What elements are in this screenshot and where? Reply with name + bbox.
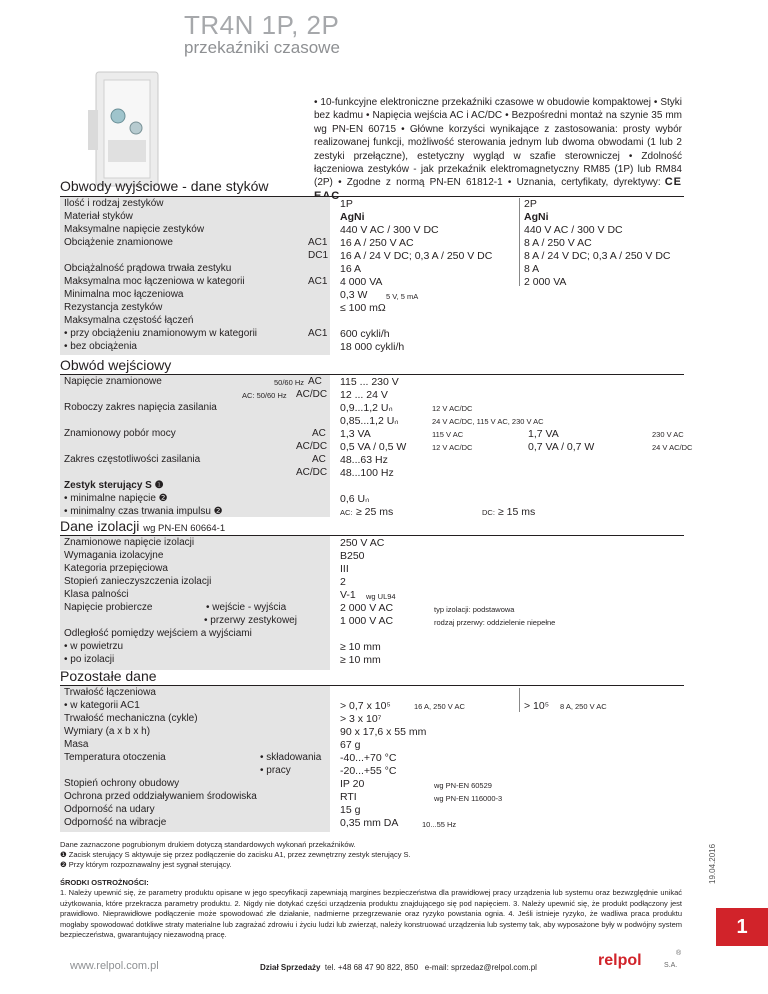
label: • przy obciążeniu znamionowym w kategorii (64, 328, 258, 339)
label: Materiał styków (64, 211, 133, 222)
label: Obciążalność prądowa trwała zestyku (64, 263, 232, 274)
value: 16 A / 24 V DC; 0,3 A / 250 V DC (340, 250, 493, 262)
value-note: 115 V AC (432, 430, 464, 439)
category: AC/DC (296, 441, 328, 452)
label: Temperatura otoczenia (64, 752, 166, 763)
label: Znamionowy pobór mocy (64, 428, 176, 439)
value: 15 g (340, 804, 361, 816)
value: 12 ... 24 V (340, 389, 388, 401)
value: 1 000 V AC (340, 615, 394, 627)
label: Masa (64, 739, 89, 750)
value: 250 V AC (340, 537, 385, 549)
value-note: 230 V AC (652, 430, 684, 439)
page-subtitle: przekaźniki czasowe (184, 38, 340, 57)
value: 90 x 17,6 x 55 mm (340, 726, 427, 738)
label: Napięcie probiercze (64, 602, 153, 613)
label: Stopień ochrony obudowy (64, 778, 180, 789)
intro-description: • 10-funkcyjne elektroniczne przekaźniki czasowe w obudowie kompaktowej • Styki bez kadmu • Napięcia wejścia AC i AC/DC • Bezpośredni montaż na szynie 35 mm wg PN-EN 60715 • Główne korzyści wynikające z zastosowania: prosty wybór realizowanej funkcji, możliwość sterowania jednym lub dwoma obwodami (1 lub 2 zestyki przełączne), estetyczny wygląd w szafie sterowniczej • Zdolność łączeniowa zestyków - jak przekaźnik elektromagnetyczny RM85 (1P) lub RM84 (2P) • Zgodne z normą PN-EN 61812-1 • Uznania, certyfikaty, dyrektywy: (314, 97, 682, 189)
label: • po izolacji (64, 654, 115, 665)
value: RTI (340, 791, 357, 803)
value-note: wg UL94 (366, 592, 396, 601)
label-note: AC: 50/60 Hz (242, 391, 287, 400)
value: > 3 x 10⁷ (340, 713, 382, 725)
logo-sa: S.A. (664, 962, 678, 969)
value-note: wg PN-EN 116000-3 (434, 794, 503, 803)
precautions-text: 1. Należy upewnić się, że parametry produktu opisane w jego specyfikacji zapewniają margines bezpieczeństwa dla prawidłowej pracy urządzenia lub systemu oraz bezwzględnie unikać użytkowania, które przekracza parametry produktu. 2. Nigdy nie dotykać części urządzenia produktu znajdującego się pod napięciem. 3. Należy upewnić się, że produkt podłączony jest prawidłowo. Nieprawidłowe podłączenie może spowodować złe działanie, nadmierne przegrzewanie oraz ryzyko powstania ognia. 4. Jeśli istnieje ryzyko, że wadliwa praca produktu mogłaby spowodować dotkliwe straty materialne lub zagrażać zdrowiu i życiu ludzi lub zwierząt, należy konstruować urządzenia lub systemy tak, aby wyposażone były w podwójny system bezpieczeństwa, gwarantujący niezawodną pracę. (60, 888, 682, 940)
value: 2P (524, 198, 537, 210)
value-note: wg PN-EN 60529 (434, 781, 492, 790)
label: Maksymalne napięcie zestyków (64, 224, 205, 235)
label: Napięcie znamionowe (64, 376, 162, 387)
value: ≥ 10 mm (340, 654, 381, 666)
value: III (340, 563, 349, 575)
precautions (60, 878, 682, 940)
label: Odporność na wibracje (64, 817, 167, 828)
value: 4 000 VA (340, 276, 383, 288)
value-note: 24 V AC/DC (652, 443, 693, 452)
label: Zestyk sterujący S ❶ (64, 480, 164, 491)
category: AC (308, 376, 322, 387)
category: AC1 (308, 237, 328, 248)
phone: tel. +48 68 47 90 822, 850 (324, 963, 419, 972)
intro-text (314, 96, 682, 203)
category: DC1 (308, 250, 329, 261)
value-note: DC: (482, 508, 495, 517)
value: V-1 (340, 589, 356, 601)
value: 0,6 Uₙ (340, 493, 370, 505)
label: Maksymalna moc łączeniowa w kategorii (64, 276, 245, 287)
label: Odległość pomiędzy wejściem a wyjściami (64, 628, 252, 639)
label: • pracy (260, 765, 291, 776)
sales-dept-label: Dział Sprzedaży (260, 963, 321, 972)
value: ≤ 100 mΩ (340, 302, 386, 314)
value: 0,3 W (340, 289, 368, 301)
section-title-other: Pozostałe dane (60, 668, 157, 684)
value: B250 (340, 550, 365, 562)
value: 600 cykli/h (340, 328, 390, 340)
value: 0,7 VA / 0,7 W (528, 441, 595, 453)
precautions-title: ŚRODKI OSTROŻNOŚCI: (60, 878, 149, 887)
label: • bez obciążenia (64, 341, 137, 352)
value: 440 V AC / 300 V DC (524, 224, 623, 236)
value: ≥ 25 ms (356, 506, 394, 518)
label: • składowania (260, 752, 322, 763)
footnote: ❶ Zacisk sterujący S aktywuje się przez podłączenie do zacisku A1, przez zewnętrzny zestyk sterujący S. (60, 850, 411, 859)
value: 18 000 cykli/h (340, 341, 405, 353)
label: Ilość i rodzaj zestyków (64, 198, 164, 209)
value: 1,3 VA (340, 428, 371, 440)
value: -40...+70 °C (340, 752, 397, 764)
value-note: 5 V, 5 mA (386, 292, 419, 301)
value-note: 12 V AC/DC (432, 404, 473, 413)
value-note: AC: (340, 508, 353, 517)
value: > 10⁵ (524, 700, 550, 712)
label: • w kategorii AC1 (64, 700, 140, 711)
value: 0,5 VA / 0,5 W (340, 441, 407, 453)
value-note: 16 A, 250 V AC (414, 702, 465, 711)
value: 0,85...1,2 Uₙ (340, 415, 399, 427)
logo-registered: ® (676, 950, 682, 957)
footer-website[interactable]: www.relpol.com.pl (70, 960, 159, 972)
section-title-input: Obwód wejściowy (60, 357, 172, 373)
label: Odporność na udary (64, 804, 155, 815)
value-note: typ izolacji: podstawowa (434, 605, 515, 614)
column-divider (519, 198, 520, 286)
label: Wymiary (a x b x h) (64, 726, 151, 737)
value: 2 000 V AC (340, 602, 394, 614)
label: Kategoria przepięciowa (64, 563, 168, 574)
value: 16 A / 250 V AC (340, 237, 414, 249)
label: Ochrona przed oddziaływaniem środowiska (64, 791, 257, 802)
label: Minimalna moc łączeniowa (64, 289, 184, 300)
value-note: rodzaj przerwy: oddzielenie niepełne (434, 618, 556, 627)
value-note: 8 A, 250 V AC (560, 702, 607, 711)
value: AgNi (340, 211, 365, 223)
label: Roboczy zakres napięcia zasilania (64, 402, 217, 413)
label: Klasa palności (64, 589, 129, 600)
category: AC/DC (296, 389, 328, 400)
label: Trwałość łączeniowa (64, 687, 156, 698)
email: e-mail: sprzedaz@relpol.com.pl (424, 963, 537, 972)
column-divider (519, 688, 520, 712)
label: Stopień zanieczyszczenia izolacji (64, 576, 212, 587)
value: AgNi (524, 211, 549, 223)
label: • przerwy zestykowej (204, 615, 297, 626)
value: 2 (340, 576, 346, 588)
value: > 0,7 x 10⁵ (340, 700, 391, 712)
label: Zakres częstotliwości zasilania (64, 454, 201, 465)
value: -20...+55 °C (340, 765, 397, 777)
label: Wymagania izolacyjne (64, 550, 164, 561)
footnotes (60, 840, 700, 870)
category: AC1 (308, 276, 328, 287)
value: 8 A (524, 263, 540, 275)
value: 2 000 VA (524, 276, 567, 288)
section-title-output: Obwody wyjściowe - dane styków (60, 178, 269, 194)
value-note: 12 V AC/DC (432, 443, 473, 452)
value: 8 A / 24 V DC; 0,3 A / 250 V DC (524, 250, 671, 262)
relpol-logo: relpol (598, 952, 642, 969)
category: AC/DC (296, 467, 328, 478)
value: 0,35 mm DA (340, 817, 399, 829)
value: ≥ 10 mm (340, 641, 381, 653)
value: 115 ... 230 V (340, 376, 399, 388)
label: Obciążenie znamionowe (64, 237, 173, 248)
footnote: ❷ Przy którym rozpoznawalny jest sygnał sterujący. (60, 860, 232, 869)
page-number: 1 (716, 908, 768, 946)
value-note: 24 V AC/DC, 115 V AC, 230 V AC (432, 417, 544, 426)
label: Znamionowe napięcie izolacji (64, 537, 195, 548)
label: Trwałość mechaniczna (cykle) (64, 713, 198, 724)
value: IP 20 (340, 778, 365, 790)
label: • minimalne napięcie ❷ (64, 493, 168, 504)
value: 48...63 Hz (340, 454, 388, 466)
category: AC (312, 454, 326, 465)
category: AC1 (308, 328, 328, 339)
value: 48...100 Hz (340, 467, 394, 479)
product-image (78, 70, 170, 188)
value-note: 10...55 Hz (422, 820, 457, 829)
value: 440 V AC / 300 V DC (340, 224, 439, 236)
section-title-insulation: Dane izolacji wg PN-EN 60664-1 (60, 518, 226, 534)
label: • minimalny czas trwania impulsu ❷ (64, 506, 223, 517)
value: 16 A (340, 263, 362, 275)
value: 1P (340, 198, 353, 210)
footer-contact (260, 963, 537, 972)
value: 1,7 VA (528, 428, 559, 440)
value: 8 A / 250 V AC (524, 237, 592, 249)
page-title: TR4N 1P, 2P (184, 10, 340, 40)
category: AC (312, 428, 326, 439)
revision-date: 19.04.2016 (708, 843, 717, 884)
certification-marks: CE (664, 176, 682, 189)
label: Maksymalna częstość łączeń (64, 315, 194, 326)
value: ≥ 15 ms (498, 506, 536, 518)
value: 67 g (340, 739, 361, 751)
label: • wejście - wyjścia (206, 602, 287, 613)
label-note: 50/60 Hz (274, 378, 305, 387)
label: • w powietrzu (64, 641, 124, 652)
label: Rezystancja zestyków (64, 302, 163, 313)
value: 0,9...1,2 Uₙ (340, 402, 393, 414)
footnote: Dane zaznaczone pogrubionym drukiem dotyczą standardowych wykonań przekaźników. (60, 840, 356, 849)
